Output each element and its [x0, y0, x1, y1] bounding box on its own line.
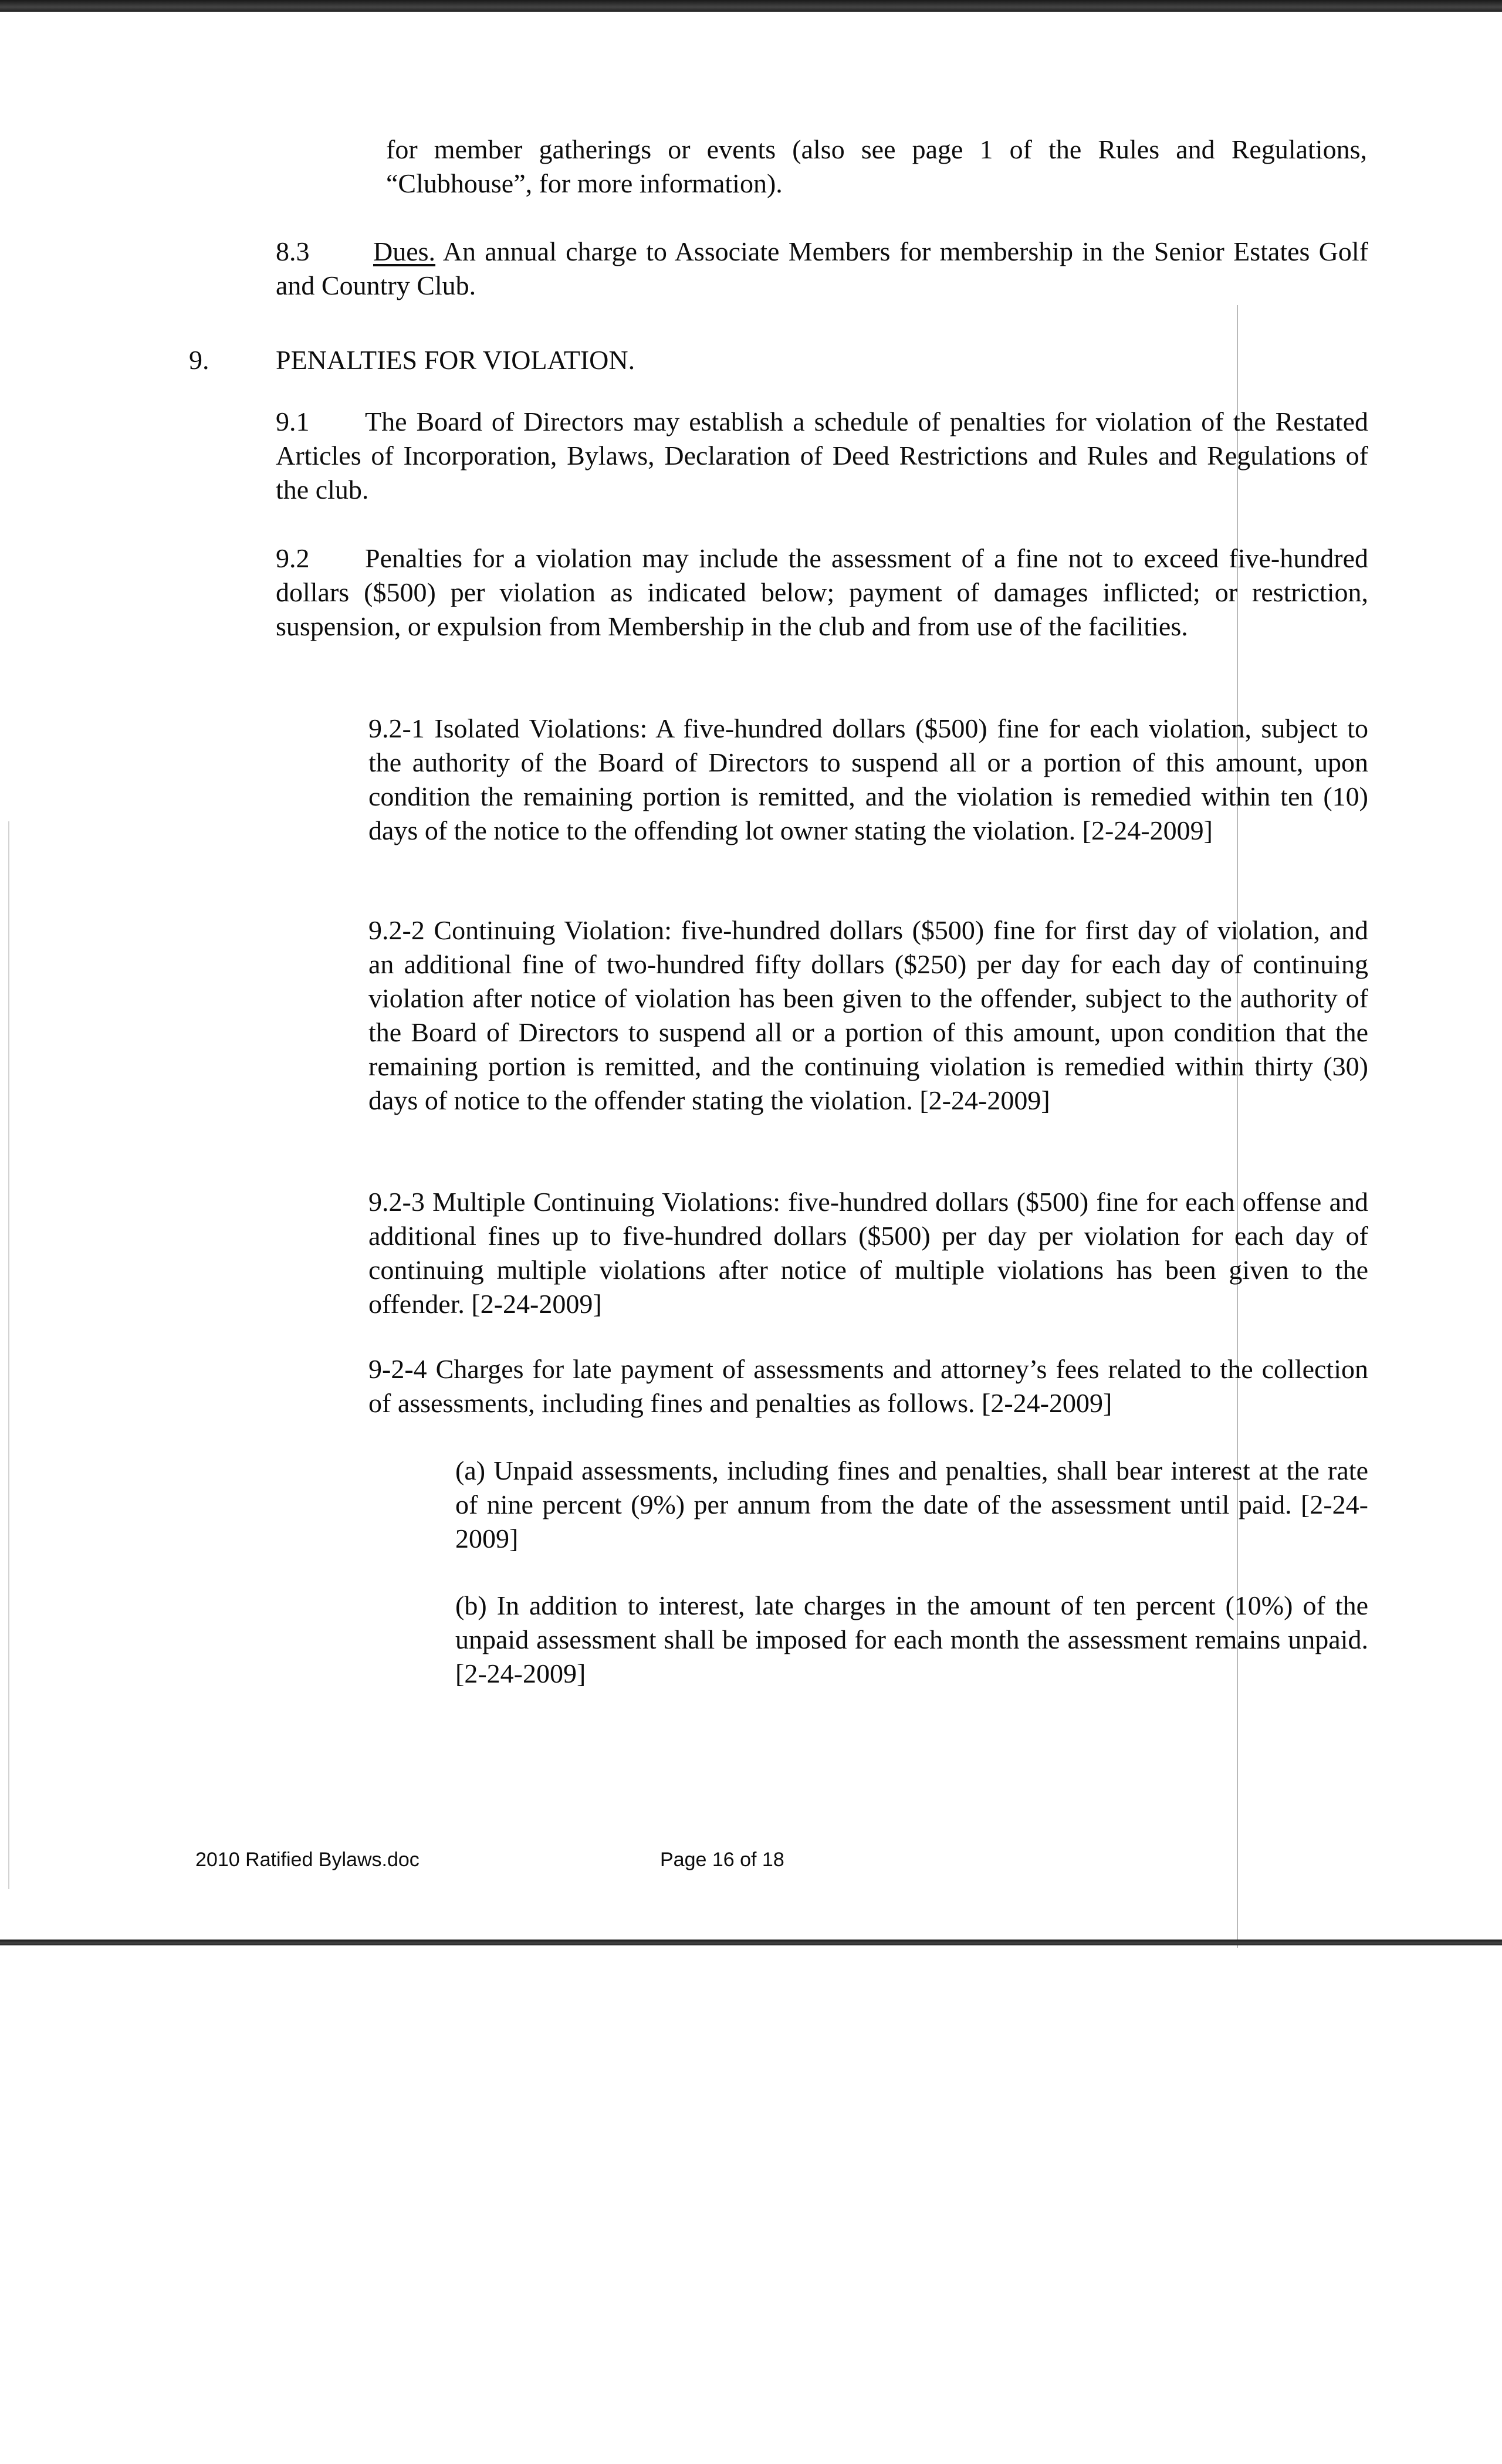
paragraph-continuation: for member gatherings or events (also see page 1 of the Rules and Regulations, “Clubhouse”, for more information).	[386, 134, 1367, 198]
section-9-2-text: Penalties for a violation may include the assessment of a fine not to exceed five-hundred dollars ($500) per violation as indicated below; payment of damages inflicted; or restriction, suspension, or expulsion from Membership in the club and from use of the facilities.	[276, 543, 1368, 641]
section-9-2-4-a: (a) Unpaid assessments, including fines and penalties, shall bear interest at the rate of nine percent (9%) per annum from the date of the assessment until paid. [2-24-2009]	[455, 1456, 1368, 1553]
section-9-1	[276, 405, 1368, 507]
footer-filename: 2010 Ratified Bylaws.doc	[195, 1849, 420, 1871]
section-8-3-number: 8.3	[276, 236, 310, 266]
section-9-2-1: 9.2-1 Isolated Violations: A five-hundred dollars ($500) fine for each violation, subject to the authority of the Board of Directors to suspend all or a portion of this amount, upon condition the remaining portion is remitted, and the violation is remedied within ten (10) days of the notice to the offending lot owner stating the violation. [2-24-2009]	[368, 713, 1368, 845]
section-9-1-text: The Board of Directors may establish a schedule of penalties for violation of the Restated Articles of Incorporation, Bylaws, Declaration of Deed Restrictions and Rules and Regulations of the club.	[276, 407, 1368, 505]
section-8-3-heading: Dues.	[373, 236, 436, 266]
footer-page-number: Page 16 of 18	[660, 1849, 784, 1871]
section-9-1-number: 9.1	[276, 407, 310, 436]
section-9-2-2: 9.2-2 Continuing Violation: five-hundred dollars ($500) fine for first day of violation, and an additional fine of two-hundred fifty dollars ($250) per day for each day of continuing violation after notice of violation has been given to the offender, subject to the authority of the Board of Directors to suspend all or a portion of this amount, upon condition that the remaining portion is remitted, and the continuing violation is remedied within thirty (30) days of notice to the offender stating the violation. [2-24-2009]	[368, 915, 1368, 1115]
section-8-3	[276, 235, 1368, 303]
scan-edge-bottom	[0, 1940, 1502, 1945]
section-9-2-number: 9.2	[276, 543, 310, 573]
section-9-2	[276, 541, 1368, 644]
section-9-heading	[189, 343, 1069, 377]
section-9-2-4: 9-2-4 Charges for late payment of assessments and attorney’s fees related to the collection of assessments, including fines and penalties as follows. [2-24-2009]	[368, 1354, 1368, 1418]
section-8-3-text: An annual charge to Associate Members for membership in the Senior Estates Golf and Country Club.	[276, 236, 1369, 300]
scan-artifact-line	[8, 821, 9, 1889]
section-9-2-4-b: (b) In addition to interest, late charges in the amount of ten percent (10%) of the unpaid assessment shall be imposed for each month the assessment remains unpaid. [2-24-2009]	[455, 1590, 1368, 1688]
section-9-2-3: 9.2-3 Multiple Continuing Violations: five-hundred dollars ($500) fine for each offense and additional fines up to five-hundred dollars ($500) per day per violation for each day of continuing multiple violations after notice of multiple violations has been given to the offender. [2-24-2009]	[368, 1187, 1368, 1319]
section-9-number: 9.	[189, 345, 209, 375]
section-9-title: PENALTIES FOR VIOLATION.	[276, 345, 635, 375]
scan-edge-top	[0, 0, 1502, 12]
